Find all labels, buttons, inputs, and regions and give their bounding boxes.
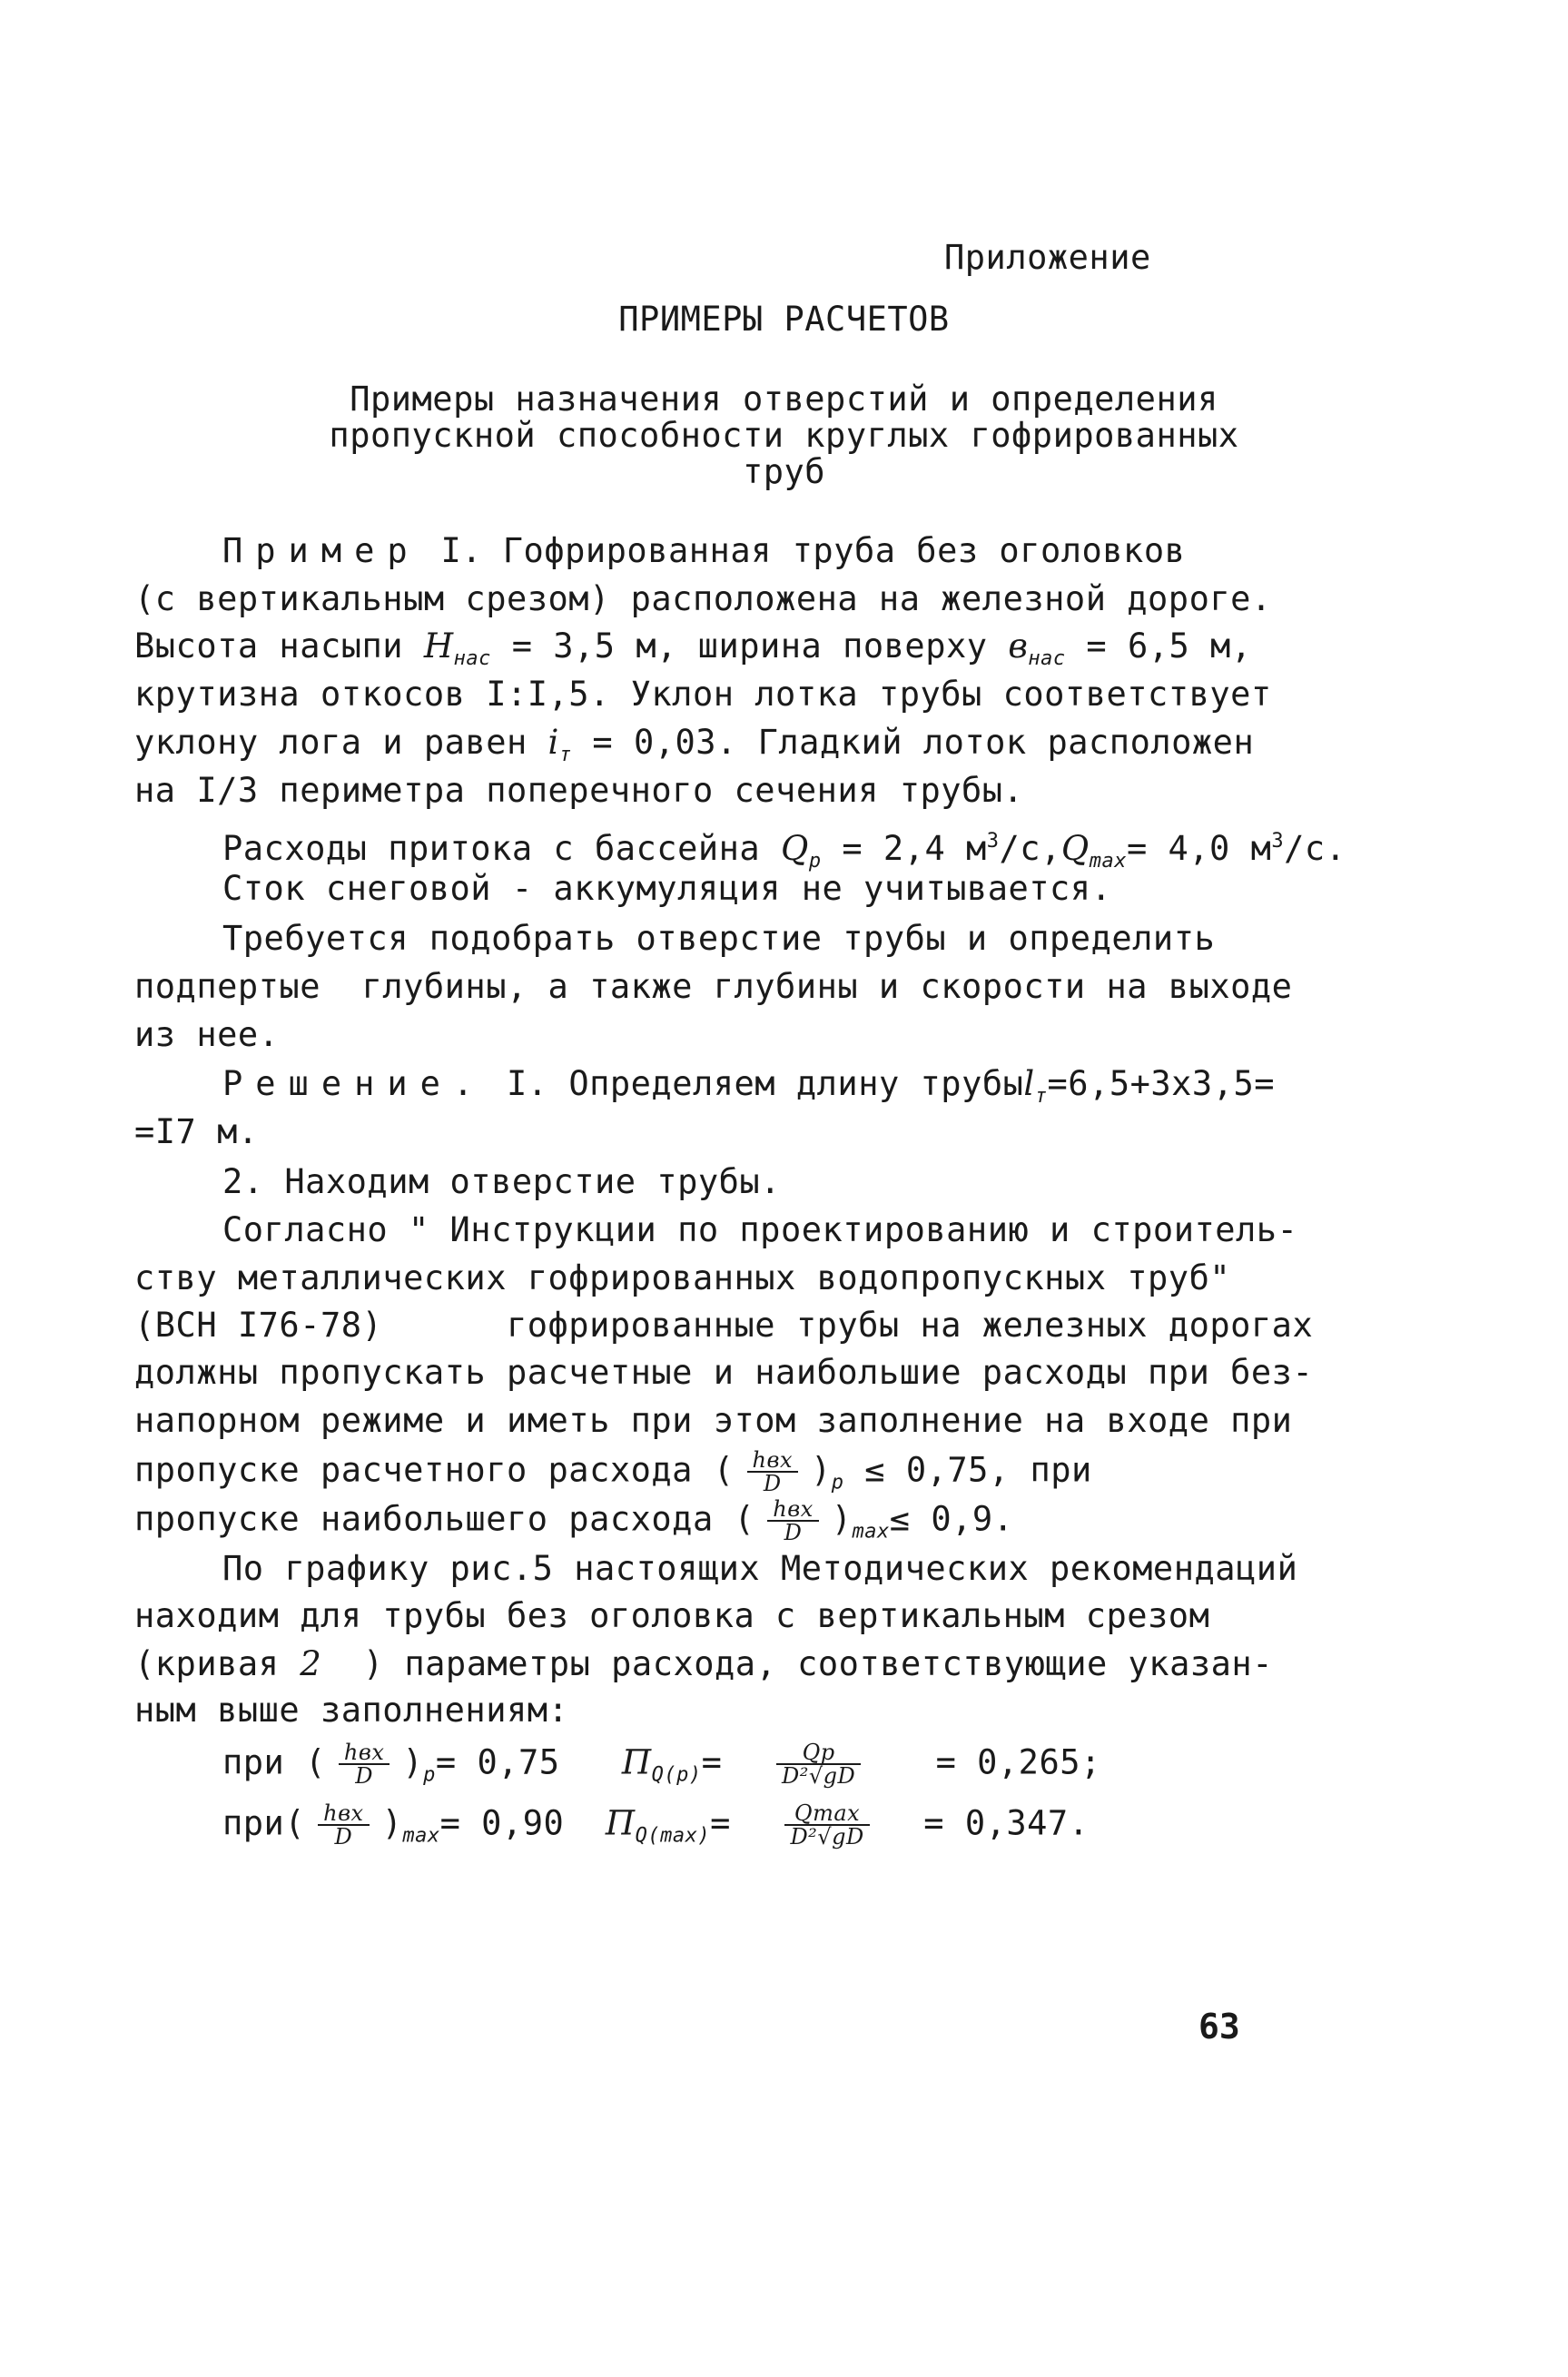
appendix-label: Приложение	[944, 238, 1151, 277]
solution-line-6: (ВСН I76-78) гофрированные трубы на железных дорогах	[134, 1306, 1314, 1345]
fraction-q-rated: $\frac{Qр}{\text{D²√gD}}$	[776, 1741, 861, 1787]
example-line-6: на I/3 периметра поперечного сечения трубы.	[134, 771, 1024, 810]
example-label: Пример	[222, 531, 420, 570]
example-line-10: подпертые глубины, а также глубины и скорости на выходе	[134, 967, 1293, 1006]
section-title: ПРИМЕРЫ РАСЧЕТОВ	[618, 300, 950, 339]
example-line-11: из нее.	[134, 1015, 280, 1054]
example-text: Гофрированная труба без оголовков	[502, 531, 1186, 570]
subtitle-line-3: труб	[742, 452, 826, 491]
formula-row-2: при( $\frac{\text{hвх}}{D}$ )$_{max}= 0,90$ $П_{Q(max)}=$ $\frac{Qmax}{\text{D²√gD}}$ = 0,347.	[222, 1800, 1090, 1849]
fraction-hvx-d: $\frac{\text{hвх}}{D}$	[747, 1449, 798, 1494]
fraction-hvx-d: $\frac{\text{hвх}}{D}$	[318, 1802, 369, 1848]
page-number: 63	[1198, 2007, 1240, 2047]
solution-line-5: ству металлических гофрированных водопропускных труб"	[134, 1258, 1231, 1297]
example-line-5: уклону лога и равен $i_т = 0,03$. Гладкий лоток расположен	[134, 723, 1255, 766]
example-number: I.	[440, 531, 482, 570]
subtitle-line-1: Примеры назначения отверстий и определения	[350, 380, 1218, 419]
fraction-hvx-d: $\frac{\text{hвх}}{D}$	[767, 1498, 818, 1544]
solution-label: Решение.	[222, 1064, 487, 1103]
solution-line-9: пропуске расчетного расхода ( $\frac{\text{hвх}}{D}$ )$_р \le 0,75$, при	[134, 1447, 1092, 1496]
example-line-9: Требуется подобрать отверстие трубы и определить	[222, 919, 1216, 958]
subtitle-line-2: пропускной способности круглых гофрированных	[329, 416, 1239, 455]
example-line-3: Высота насыпи $H_{нас} = 3,5$ м, ширина поверху $в_{нас} = 6,5$ м,	[134, 626, 1252, 670]
solution-line-12: находим для трубы без оголовка с вертикальным срезом	[134, 1596, 1210, 1635]
solution-line-13: (кривая 2 ) параметры расхода, соответствующие указан-	[134, 1644, 1273, 1683]
example-line-8: Сток снеговой - аккумуляция не учитывается.	[222, 869, 1112, 908]
fraction-q-max: $\frac{Qmax}{\text{D²√gD}}$	[784, 1802, 869, 1848]
solution-line-4: Согласно " Инструкции по проектированию и строитель-	[222, 1210, 1298, 1249]
solution-line-1: Решение. I. Определяем длину трубыl$_т$=6,5+3х3,5=	[222, 1064, 1276, 1108]
solution-line-8: напорном режиме и иметь при этом заполнение на входе при	[134, 1401, 1293, 1440]
solution-line-7: должны пропускать расчетные и наибольшие расходы при без-	[134, 1353, 1314, 1392]
example-line-2: (с вертикальным срезом) расположена на железной дороге.	[134, 579, 1272, 618]
example-line-4: крутизна откосов I:I,5. Уклон лотка трубы соответствует	[134, 675, 1272, 714]
solution-line-11: По графику рис.5 настоящих Методических рекомендаций	[222, 1549, 1298, 1588]
solution-line-14: ным выше заполнениям:	[134, 1691, 569, 1730]
example-line-1	[222, 531, 1185, 571]
fraction-hvx-d: $\frac{\text{hвх}}{D}$	[339, 1741, 390, 1787]
formula-row-1: при ( $\frac{\text{hвх}}{D}$ )$_р= 0,75$ $П_{Q(р)}=$ $\frac{Qр}{\text{D²√gD}}$ = 0,265;	[222, 1740, 1101, 1789]
example-line-7: Расходы притока с бассейна $Q_р = 2,4$ $м^3/с,Q_{max}= 4,0$ $м^3/с$.	[222, 829, 1346, 873]
solution-line-3: 2. Находим отверстие трубы.	[222, 1162, 781, 1201]
solution-line-10: пропуске наибольшего расхода ( $\frac{\text{hвх}}{D}$ )$_{max}\le 0,9$.	[134, 1496, 1014, 1545]
solution-line-2: =I7 м.	[134, 1112, 259, 1151]
